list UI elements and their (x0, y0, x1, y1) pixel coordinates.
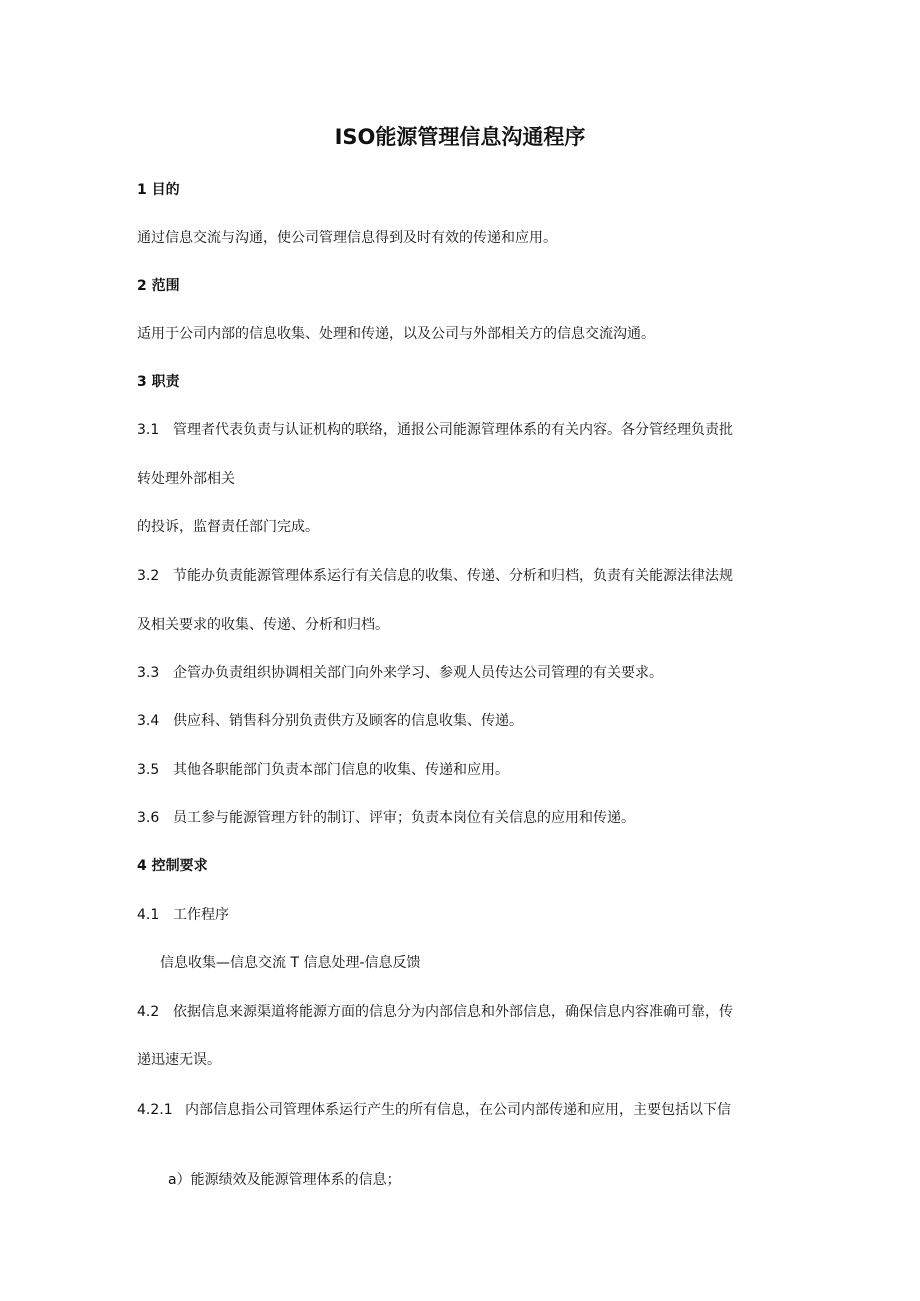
workflow-line: 信息收集—信息交流 T 信息处理-信息反馈 (160, 955, 421, 971)
item-4-1 (137, 906, 229, 924)
item-3-1 (137, 421, 733, 439)
item-3-3 (137, 664, 663, 682)
item-4-2-1-number: 4.2.1 (137, 1102, 173, 1118)
item-4-2 (137, 1003, 733, 1021)
item-3-1-text: 管理者代表负责与认证机构的联络，通报公司能源管理体系的有关内容。各分管经理负责批 (173, 422, 733, 438)
item-3-5-text: 其他各职能部门负责本部门信息的收集、传递和应用。 (173, 762, 509, 778)
list-item-a: a）能源绩效及能源管理体系的信息； (168, 1172, 401, 1188)
item-4-2-1 (137, 1101, 731, 1119)
item-3-3-text: 企管办负责组织协调相关部门向外来学习、参观人员传达公司管理的有关要求。 (173, 665, 663, 681)
item-4-2-continuation: 递迅速无误。 (137, 1052, 221, 1068)
item-3-1-continuation-2: 的投诉，监督责任部门完成。 (137, 519, 319, 535)
item-3-1-continuation: 转处理外部相关 (137, 471, 235, 487)
item-3-2-continuation: 及相关要求的收集、传递、分析和归档。 (137, 617, 389, 633)
item-3-3-number: 3.3 (137, 665, 160, 681)
item-3-5-number: 3.5 (137, 762, 160, 778)
item-3-6 (137, 809, 635, 827)
item-4-2-text: 依据信息来源渠道将能源方面的信息分为内部信息和外部信息，确保信息内容准确可靠，传 (173, 1004, 733, 1020)
section-2-text: 适用于公司内部的信息收集、处理和传递，以及公司与外部相关方的信息交流沟通。 (137, 326, 655, 342)
item-3-2-number: 3.2 (137, 568, 160, 584)
section-1-heading: 1 目的 (137, 182, 180, 198)
section-1-text: 通过信息交流与沟通，使公司管理信息得到及时有效的传递和应用。 (137, 230, 557, 246)
section-4-heading: 4 控制要求 (137, 858, 208, 874)
item-3-4-number: 3.4 (137, 713, 160, 729)
item-4-2-1-text: 内部信息指公司管理体系运行产生的所有信息，在公司内部传递和应用，主要包括以下信 (185, 1102, 731, 1118)
item-4-2-number: 4.2 (137, 1004, 160, 1020)
item-3-4-text: 供应科、销售科分别负责供方及顾客的信息收集、传递。 (173, 713, 523, 729)
page-title: ISO能源管理信息沟通程序 (334, 125, 586, 149)
item-3-5 (137, 761, 509, 779)
item-4-1-text: 工作程序 (173, 907, 229, 923)
item-4-1-number: 4.1 (137, 907, 160, 923)
section-3-heading: 3 职责 (137, 374, 180, 390)
item-3-6-text: 员工参与能源管理方针的制订、评审；负责本岗位有关信息的应用和传递。 (173, 810, 635, 826)
item-3-2-text: 节能办负责能源管理体系运行有关信息的收集、传递、分析和归档，负责有关能源法律法规 (173, 568, 733, 584)
item-3-6-number: 3.6 (137, 810, 160, 826)
section-2-heading: 2 范围 (137, 278, 180, 294)
item-3-4 (137, 712, 523, 730)
item-3-2 (137, 567, 733, 585)
item-3-1-number: 3.1 (137, 422, 160, 438)
